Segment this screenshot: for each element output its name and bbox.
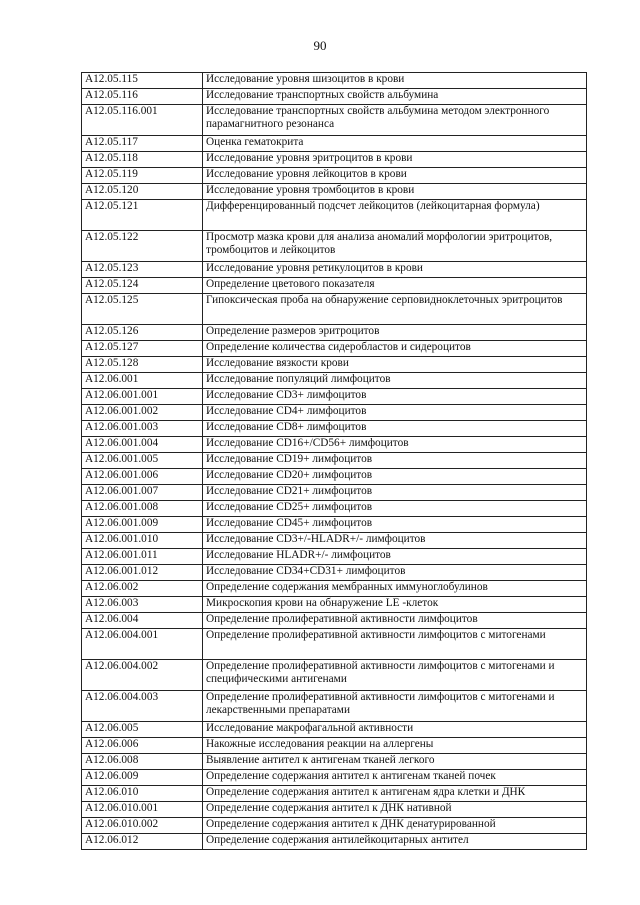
table-row xyxy=(82,357,587,373)
procedure-code-cell: A12.06.006 xyxy=(82,738,203,754)
table-row xyxy=(82,533,587,549)
table-row xyxy=(82,389,587,405)
procedure-name-cell: Исследование CD34+CD31+ лимфоцитов xyxy=(203,565,587,581)
table-row xyxy=(82,89,587,105)
procedure-code-cell: A12.05.120 xyxy=(82,184,203,200)
procedure-name-cell: Исследование уровня шизоцитов в крови xyxy=(203,73,587,89)
procedure-name-cell: Гипоксическая проба на обнаружение серповидноклеточных эритроцитов xyxy=(203,294,587,325)
table-row xyxy=(82,722,587,738)
table-row xyxy=(82,485,587,501)
procedure-name-cell: Определение размеров эритроцитов xyxy=(203,325,587,341)
procedure-name-cell: Определение содержания антител к ДНК нативной xyxy=(203,802,587,818)
table-row xyxy=(82,613,587,629)
procedure-code-cell: A12.06.010.001 xyxy=(82,802,203,818)
page-number: 90 xyxy=(313,38,327,53)
procedure-name-cell: Исследование HLADR+/- лимфоцитов xyxy=(203,549,587,565)
procedure-code-cell: A12.06.002 xyxy=(82,581,203,597)
procedure-code-cell: A12.06.001.001 xyxy=(82,389,203,405)
table-row xyxy=(82,405,587,421)
procedure-code-cell: A12.06.008 xyxy=(82,754,203,770)
table-row xyxy=(82,660,587,691)
procedure-name-cell: Определение количества сидеробластов и сидероцитов xyxy=(203,341,587,357)
table-row xyxy=(82,200,587,231)
procedure-name-cell: Исследование уровня лейкоцитов в крови xyxy=(203,168,587,184)
procedure-name-cell: Исследование CD4+ лимфоцитов xyxy=(203,405,587,421)
procedure-code-cell: A12.06.001.010 xyxy=(82,533,203,549)
table-row xyxy=(82,834,587,850)
procedure-code-cell: A12.06.001.005 xyxy=(82,453,203,469)
table-row xyxy=(82,341,587,357)
table-row xyxy=(82,802,587,818)
procedure-name-cell: Исследование CD19+ лимфоцитов xyxy=(203,453,587,469)
procedure-code-cell: A12.05.118 xyxy=(82,152,203,168)
procedure-name-cell: Просмотр мазка крови для анализа аномалий морфологии эритроцитов, тромбоцитов и лейкоцитов xyxy=(203,231,587,262)
procedure-code-cell: A12.06.001.002 xyxy=(82,405,203,421)
table-row xyxy=(82,231,587,262)
procedure-code-cell: A12.06.010.002 xyxy=(82,818,203,834)
table-row xyxy=(82,152,587,168)
procedure-code-cell: A12.05.125 xyxy=(82,294,203,325)
procedure-code-cell: A12.06.001.009 xyxy=(82,517,203,533)
procedure-code-cell: A12.06.001.011 xyxy=(82,549,203,565)
table-row xyxy=(82,754,587,770)
table-row xyxy=(82,517,587,533)
procedure-code-cell: A12.06.001.008 xyxy=(82,501,203,517)
procedure-code-cell: A12.06.005 xyxy=(82,722,203,738)
procedure-code-cell: A12.05.121 xyxy=(82,200,203,231)
procedure-code-cell: A12.06.001.007 xyxy=(82,485,203,501)
table-row xyxy=(82,818,587,834)
procedure-name-cell: Исследование макрофагальной активности xyxy=(203,722,587,738)
table-row xyxy=(82,549,587,565)
table-row xyxy=(82,421,587,437)
table-row xyxy=(82,453,587,469)
table-row xyxy=(82,437,587,453)
procedure-code-cell: A12.05.117 xyxy=(82,136,203,152)
table-row xyxy=(82,278,587,294)
table-row xyxy=(82,629,587,660)
procedure-name-cell: Исследование CD25+ лимфоцитов xyxy=(203,501,587,517)
procedure-code-cell: A12.05.124 xyxy=(82,278,203,294)
procedure-code-cell: A12.06.004 xyxy=(82,613,203,629)
procedure-code-cell: A12.06.001.004 xyxy=(82,437,203,453)
procedure-name-cell: Определение содержания мембранных иммуноглобулинов xyxy=(203,581,587,597)
procedure-name-cell: Исследование вязкости крови xyxy=(203,357,587,373)
procedure-name-cell: Выявление антител к антигенам тканей легкого xyxy=(203,754,587,770)
table-row xyxy=(82,738,587,754)
procedure-code-cell: A12.05.128 xyxy=(82,357,203,373)
procedure-name-cell: Определение содержания антилейкоцитарных антител xyxy=(203,834,587,850)
procedure-name-cell: Исследование уровня тромбоцитов в крови xyxy=(203,184,587,200)
procedure-name-cell: Исследование CD16+/CD56+ лимфоцитов xyxy=(203,437,587,453)
procedure-name-cell: Микроскопия крови на обнаружение LE -клеток xyxy=(203,597,587,613)
procedure-name-cell: Определение цветового показателя xyxy=(203,278,587,294)
procedure-name-cell: Исследование популяций лимфоцитов xyxy=(203,373,587,389)
table-row xyxy=(82,262,587,278)
procedure-name-cell: Определение содержания антител к антигенам ядра клетки и ДНК xyxy=(203,786,587,802)
procedure-name-cell: Определение пролиферативной активности лимфоцитов с митогенами и специфическими антигенами xyxy=(203,660,587,691)
procedure-code-cell: A12.05.126 xyxy=(82,325,203,341)
procedure-name-cell: Оценка гематокрита xyxy=(203,136,587,152)
table-row xyxy=(82,168,587,184)
procedure-name-cell: Исследование CD20+ лимфоцитов xyxy=(203,469,587,485)
procedure-code-cell: A12.05.127 xyxy=(82,341,203,357)
procedure-code-cell: A12.05.122 xyxy=(82,231,203,262)
table-row xyxy=(82,105,587,136)
procedure-code-cell: A12.06.001.006 xyxy=(82,469,203,485)
table-body xyxy=(82,73,587,850)
procedure-code-cell: A12.06.004.002 xyxy=(82,660,203,691)
procedure-code-cell: A12.05.119 xyxy=(82,168,203,184)
procedure-name-cell: Исследование CD45+ лимфоцитов xyxy=(203,517,587,533)
procedure-name-cell: Исследование CD3+ лимфоцитов xyxy=(203,389,587,405)
procedure-name-cell: Дифференцированный подсчет лейкоцитов (лейкоцитарная формула) xyxy=(203,200,587,231)
procedure-name-cell: Исследование уровня ретикулоцитов в крови xyxy=(203,262,587,278)
table-row xyxy=(82,786,587,802)
procedure-name-cell: Исследование транспортных свойств альбумина xyxy=(203,89,587,105)
table-row xyxy=(82,325,587,341)
procedure-name-cell: Исследование транспортных свойств альбумина методом электронного парамагнитного резонанса xyxy=(203,105,587,136)
table-row xyxy=(82,597,587,613)
table-row xyxy=(82,501,587,517)
procedure-code-cell: A12.06.001.003 xyxy=(82,421,203,437)
procedure-name-cell: Определение пролиферативной активности лимфоцитов с митогенами и лекарственными препаратами xyxy=(203,691,587,722)
procedure-code-cell: A12.06.010 xyxy=(82,786,203,802)
procedure-name-cell: Исследование уровня эритроцитов в крови xyxy=(203,152,587,168)
procedure-code-cell: A12.05.116 xyxy=(82,89,203,105)
procedure-name-cell: Определение пролиферативной активности лимфоцитов xyxy=(203,613,587,629)
table-row xyxy=(82,136,587,152)
procedure-code-cell: A12.05.115 xyxy=(82,73,203,89)
procedure-code-cell: A12.06.009 xyxy=(82,770,203,786)
procedure-name-cell: Исследование CD21+ лимфоцитов xyxy=(203,485,587,501)
table-row xyxy=(82,184,587,200)
table-row xyxy=(82,581,587,597)
procedure-name-cell: Определение содержания антител к ДНК денатурированной xyxy=(203,818,587,834)
procedure-name-cell: Накожные исследования реакции на аллергены xyxy=(203,738,587,754)
table-row xyxy=(82,469,587,485)
procedure-code-cell: A12.06.004.001 xyxy=(82,629,203,660)
procedure-code-cell: A12.05.116.001 xyxy=(82,105,203,136)
procedure-name-cell: Определение пролиферативной активности лимфоцитов с митогенами xyxy=(203,629,587,660)
table-row xyxy=(82,691,587,722)
procedure-code-cell: A12.06.001 xyxy=(82,373,203,389)
table-row xyxy=(82,294,587,325)
procedure-name-cell: Исследование CD3+/-HLADR+/- лимфоцитов xyxy=(203,533,587,549)
procedure-code-cell: A12.05.123 xyxy=(82,262,203,278)
procedure-code-table xyxy=(81,72,587,850)
procedure-name-cell: Исследование CD8+ лимфоцитов xyxy=(203,421,587,437)
procedure-code-cell: A12.06.003 xyxy=(82,597,203,613)
table-row xyxy=(82,73,587,89)
table-row xyxy=(82,373,587,389)
table-row xyxy=(82,565,587,581)
procedure-code-cell: A12.06.001.012 xyxy=(82,565,203,581)
procedure-name-cell: Определение содержания антител к антигенам тканей почек xyxy=(203,770,587,786)
procedure-code-cell: A12.06.012 xyxy=(82,834,203,850)
procedure-code-cell: A12.06.004.003 xyxy=(82,691,203,722)
table-row xyxy=(82,770,587,786)
